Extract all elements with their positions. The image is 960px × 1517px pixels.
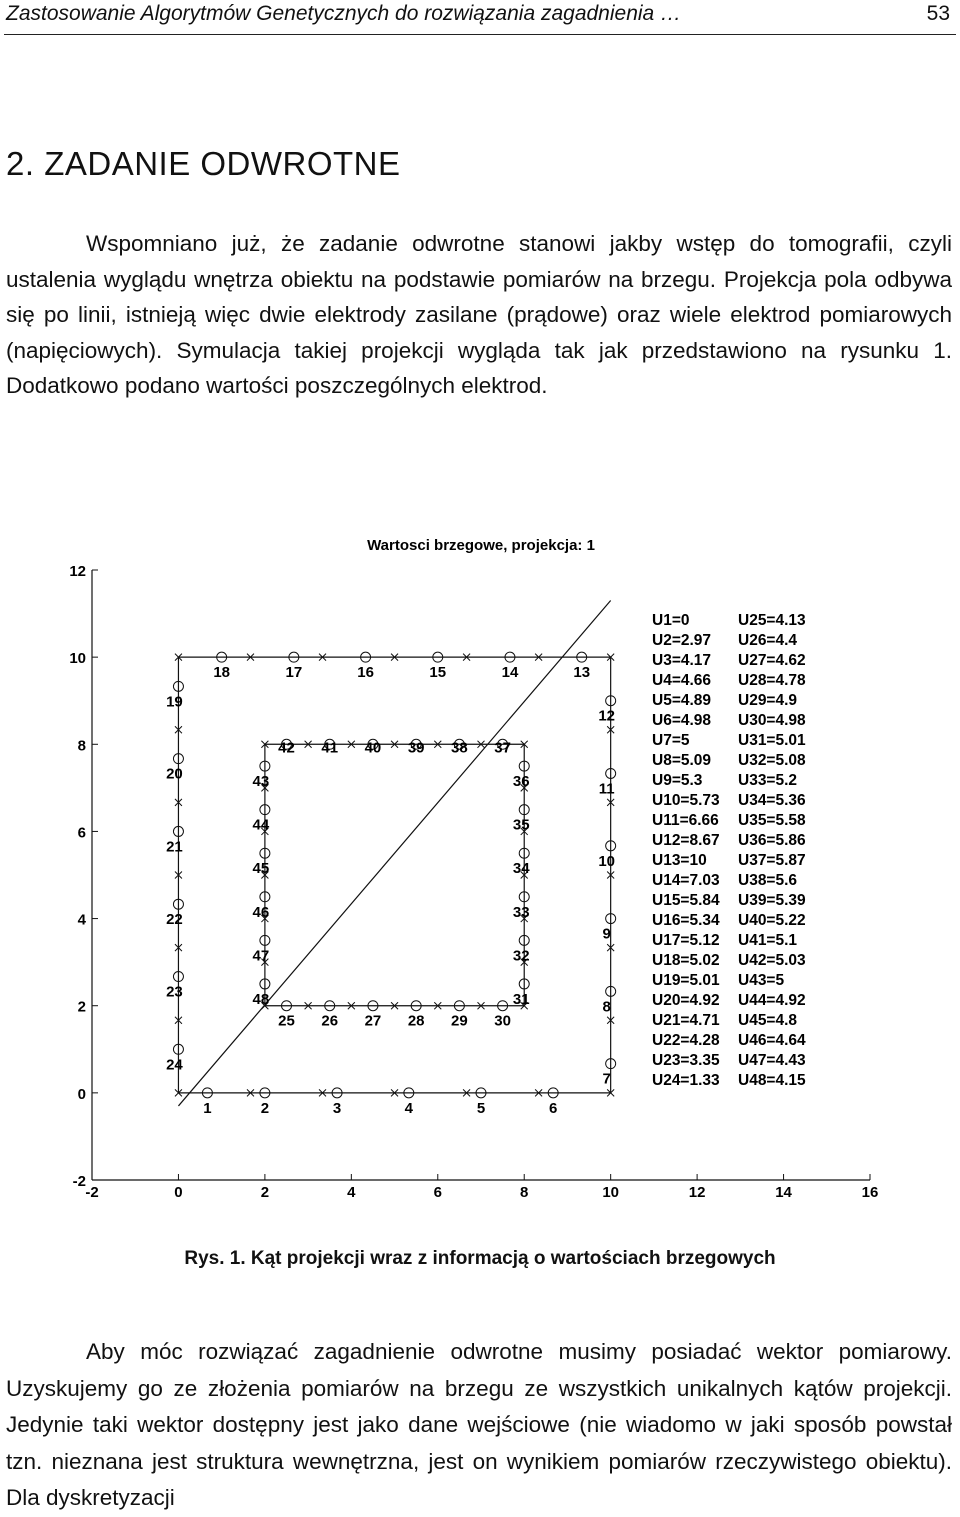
electrode-label: 32 xyxy=(512,947,530,965)
electrode-values-table xyxy=(652,612,806,1089)
electrode-value: U36=5.86 xyxy=(738,832,806,849)
electrode-value: U30=4.98 xyxy=(738,712,806,729)
electrode-label: 37 xyxy=(494,739,511,757)
electrode-value: U48=4.15 xyxy=(738,1072,806,1089)
electrode-label: 28 xyxy=(407,1012,425,1030)
intro-paragraph: Wspomniano już, że zadanie odwrotne stanowi jakby wstęp do tomografii, czyli ustalenia wyglądu wnętrza obiektu na podstawie pomiarów na brzegu. Projekcja pola odbywa się po linii, istnieją więc dwie elektrody zasilane (prądowe) oraz wiele elektrod pomiarowych (napięciowych). Symulacja takiej projekcji wygląda tak jak przedstawiono na rysunku 1. Dodatkowo podano wartości poszczególnych elektrod. xyxy=(6,231,952,398)
electrode-value: U21=4.71 xyxy=(652,1012,720,1029)
electrode-value: U10=5.73 xyxy=(652,792,720,809)
electrode-value: U13=10 xyxy=(652,852,707,869)
electrode-label: 34 xyxy=(512,860,530,878)
header-rule xyxy=(4,34,956,35)
electrode-value: U9=5.3 xyxy=(652,772,703,789)
electrode-label: 2 xyxy=(260,1099,270,1117)
electrode-value: U11=6.66 xyxy=(652,812,719,829)
electrode-value: U19=5.01 xyxy=(652,972,720,989)
electrode-value: U7=5 xyxy=(652,732,690,749)
y-tick-label: 4 xyxy=(77,911,86,929)
y-tick-label: 12 xyxy=(69,563,86,580)
electrode-value: U1=0 xyxy=(652,612,690,629)
electrode-value: U28=4.78 xyxy=(738,672,806,689)
electrode-label: 29 xyxy=(451,1012,468,1030)
electrode-value: U37=5.87 xyxy=(738,852,806,869)
electrode-label: 5 xyxy=(476,1099,486,1117)
section-heading: 2. ZADANIE ODWROTNE xyxy=(6,145,401,182)
electrode-label: 47 xyxy=(252,947,270,965)
electrode-label: 27 xyxy=(364,1012,382,1030)
y-tick-label: 8 xyxy=(77,737,86,755)
electrode-value: U16=5.34 xyxy=(652,912,720,929)
electrode-label: 3 xyxy=(332,1099,342,1117)
electrode-value: U41=5.1 xyxy=(738,932,798,949)
electrode-label: 17 xyxy=(285,664,303,682)
chart-markers xyxy=(166,652,616,1117)
electrode-value: U32=5.08 xyxy=(738,752,806,769)
electrode-value: U25=4.13 xyxy=(738,612,806,629)
electrode-label: 20 xyxy=(166,765,183,783)
electrode-value: U4=4.66 xyxy=(652,672,712,689)
electrode-label: 45 xyxy=(252,860,270,878)
electrode-label: 22 xyxy=(166,911,183,929)
electrode-label: 4 xyxy=(404,1099,413,1117)
electrode-label: 31 xyxy=(512,990,530,1008)
x-tick-label: 16 xyxy=(861,1184,879,1201)
electrode-label: 13 xyxy=(573,664,591,682)
electrode-label: 19 xyxy=(166,693,183,711)
electrode-value: U8=5.09 xyxy=(652,752,712,769)
electrode-label: 16 xyxy=(357,664,374,682)
electrode-value: U40=5.22 xyxy=(738,912,806,929)
x-tick-label: 8 xyxy=(520,1184,529,1201)
running-header-title: Zastosowanie Algorytmów Genetycznych do rozwiązania zagadnienia … xyxy=(6,2,682,25)
electrode-label: 14 xyxy=(501,664,519,682)
electrode-label: 42 xyxy=(278,739,295,757)
electrode-value: U12=8.67 xyxy=(652,832,720,849)
electrode-value: U20=4.92 xyxy=(652,992,720,1009)
electrode-label: 44 xyxy=(252,816,270,834)
electrode-label: 1 xyxy=(203,1099,212,1117)
x-tick-label: 10 xyxy=(602,1184,620,1201)
outer-boundary xyxy=(178,657,610,1093)
y-tick-label: 6 xyxy=(77,824,86,842)
page-number: 53 xyxy=(926,2,950,25)
chart-shapes xyxy=(175,601,614,1106)
electrode-label: 18 xyxy=(213,664,231,682)
electrode-value: U43=5 xyxy=(738,972,785,989)
electrode-value: U42=5.03 xyxy=(738,952,806,969)
electrode-value: U35=5.58 xyxy=(738,812,806,829)
electrode-label: 40 xyxy=(364,739,382,757)
electrode-value: U15=5.84 xyxy=(652,892,720,909)
electrode-label: 10 xyxy=(598,852,616,870)
electrode-label: 46 xyxy=(252,903,270,921)
x-tick-label: 12 xyxy=(688,1184,706,1201)
electrode-label: 33 xyxy=(512,903,530,921)
y-tick-label: -2 xyxy=(72,1173,86,1190)
electrode-value: U31=5.01 xyxy=(738,732,806,749)
electrode-value: U3=4.17 xyxy=(652,652,712,669)
electrode-label: 12 xyxy=(598,707,616,725)
x-tick-label: -2 xyxy=(85,1184,99,1201)
electrode-label: 35 xyxy=(512,816,530,834)
electrode-value: U46=4.64 xyxy=(738,1032,806,1049)
y-tick-label: 0 xyxy=(77,1085,86,1103)
chart-title: Wartosci brzegowe, projekcja: 1 xyxy=(367,537,595,554)
electrode-value: U34=5.36 xyxy=(738,792,806,809)
electrode-label: 21 xyxy=(166,838,183,856)
electrode-value: U27=4.62 xyxy=(738,652,806,669)
x-tick-label: 6 xyxy=(433,1184,442,1201)
electrode-label: 8 xyxy=(602,998,611,1016)
figure-caption: Rys. 1. Kąt projekcji wraz z informacją o wartościach brzegowych xyxy=(184,1248,776,1269)
boundary-values-figure xyxy=(0,520,960,1220)
electrode-value: U24=1.33 xyxy=(652,1072,720,1089)
electrode-value: U2=2.97 xyxy=(652,632,712,649)
electrode-label: 38 xyxy=(451,739,468,757)
electrode-label: 48 xyxy=(252,990,270,1008)
x-tick-label: 4 xyxy=(347,1184,356,1201)
electrode-value: U39=5.39 xyxy=(738,892,806,909)
x-tick-label: 0 xyxy=(174,1184,183,1201)
electrode-label: 6 xyxy=(549,1099,558,1117)
electrode-label: 41 xyxy=(321,739,339,757)
electrode-label: 11 xyxy=(598,780,615,798)
electrode-value: U26=4.4 xyxy=(738,632,798,649)
electrode-value: U45=4.8 xyxy=(738,1012,798,1029)
electrode-value: U14=7.03 xyxy=(652,872,720,889)
electrode-label: 24 xyxy=(166,1056,183,1074)
electrode-label: 30 xyxy=(494,1012,511,1030)
electrode-label: 9 xyxy=(602,925,611,943)
projection-line xyxy=(178,601,610,1106)
body-paragraph: Aby móc rozwiązać zagadnienie odwrotne musimy posiadać wektor pomiarowy. Uzyskujemy go ze złożenia pomiarów na brzegu ze wszystkich unikalnych kątów projekcji. Jedynie taki wektor dostępny jest jako dane wejściowe (nie wiadomo w jaki sposób powstał tzn. nieznana jest struktura wewnętrzna, jest on wynikiem pomiarów rzeczywistego obiektu). Dla dyskretyzacji xyxy=(6,1339,952,1510)
electrode-value: U23=3.35 xyxy=(652,1052,720,1069)
electrode-label: 25 xyxy=(278,1012,295,1030)
electrode-value: U17=5.12 xyxy=(652,932,720,949)
x-tick-label: 14 xyxy=(775,1184,792,1201)
electrode-value: U5=4.89 xyxy=(652,692,712,709)
electrode-value: U6=4.98 xyxy=(652,712,712,729)
electrode-value: U18=5.02 xyxy=(652,952,720,969)
electrode-label: 23 xyxy=(166,983,183,1001)
y-tick-label: 10 xyxy=(69,650,86,668)
electrode-label: 39 xyxy=(407,739,425,757)
electrode-label: 7 xyxy=(602,1070,611,1088)
electrode-label: 15 xyxy=(429,664,447,682)
electrode-value: U38=5.6 xyxy=(738,872,798,889)
electrode-value: U29=4.9 xyxy=(738,692,798,709)
electrode-value: U44=4.92 xyxy=(738,992,806,1009)
electrode-label: 26 xyxy=(321,1012,339,1030)
y-tick-label: 2 xyxy=(77,998,86,1016)
electrode-label: 36 xyxy=(512,773,530,791)
electrode-label: 43 xyxy=(252,773,270,791)
electrode-value: U22=4.28 xyxy=(652,1032,720,1049)
x-tick-label: 2 xyxy=(260,1184,270,1201)
inner-boundary xyxy=(265,744,524,1005)
electrode-value: U47=4.43 xyxy=(738,1052,806,1069)
electrode-value: U33=5.2 xyxy=(738,772,798,789)
